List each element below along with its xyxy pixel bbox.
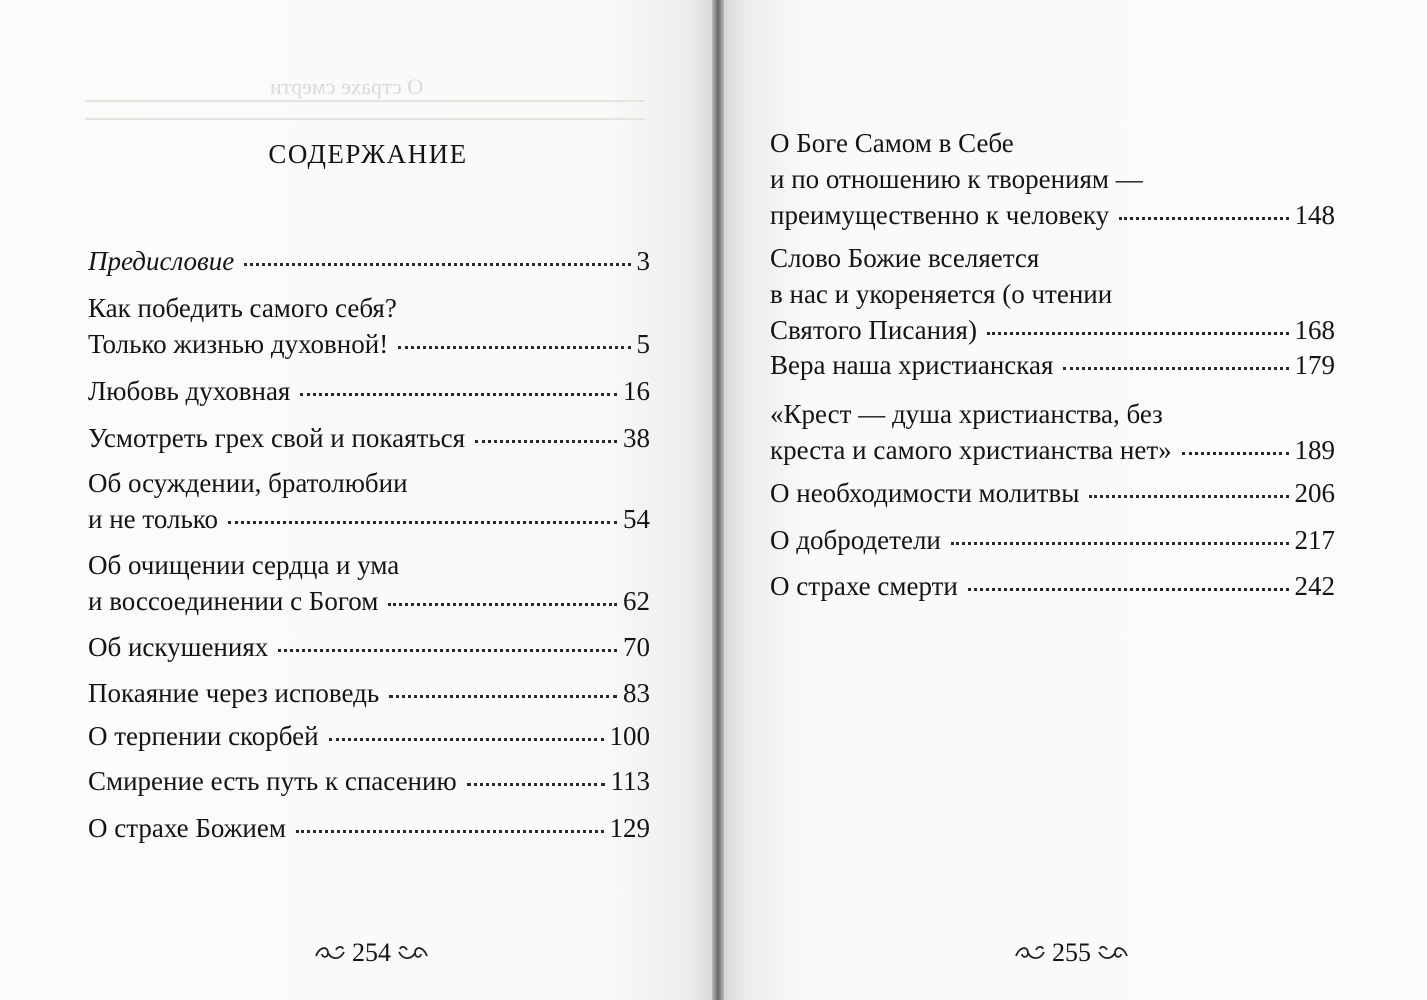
dot-leader	[228, 521, 617, 524]
toc-page-number: 217	[1294, 525, 1335, 555]
toc-page-number: 113	[610, 766, 650, 796]
toc-entry-title-line: преимущественно к человеку	[770, 200, 1110, 230]
dot-leader	[475, 440, 617, 443]
dot-leader	[1089, 495, 1288, 498]
toc-entry	[88, 763, 650, 799]
toc-entry-row	[88, 373, 650, 409]
toc-title: СОДЕРЖАНИЕ	[268, 139, 468, 169]
toc-entry-title-line: «Крест — душа христианства, без	[770, 399, 1163, 429]
toc-entry-row	[770, 522, 1335, 558]
dot-leader	[296, 830, 604, 833]
toc-entry-row	[88, 629, 650, 665]
show-through-rule	[85, 118, 645, 120]
toc-page-number: 100	[609, 721, 650, 751]
toc-page-number: 206	[1294, 478, 1335, 508]
toc-page-number: 62	[623, 586, 650, 616]
folio-ornament-icon	[397, 942, 429, 964]
toc-entry-row	[88, 810, 650, 846]
toc-entry	[88, 465, 650, 537]
toc-entry-title-line: Как победить самого себя?	[88, 293, 397, 323]
dot-leader	[389, 695, 617, 698]
toc-entry-title-line: креста и самого христианства нет»	[770, 435, 1172, 465]
show-through-rule	[85, 100, 645, 102]
toc-entry-row	[770, 197, 1335, 233]
toc-entry	[770, 568, 1335, 604]
toc-page-number: 189	[1294, 435, 1335, 465]
toc-entry-title-line: Предисловие	[88, 246, 235, 276]
toc-entry	[770, 396, 1335, 468]
toc-entry	[88, 629, 650, 665]
toc-entry-title-line: О страхе смерти	[770, 571, 958, 601]
toc-entry	[770, 347, 1335, 383]
toc-entry	[88, 675, 650, 711]
toc-entry-title-line: О необходимости молитвы	[770, 478, 1080, 508]
toc-entry	[88, 718, 650, 754]
toc-entry-title-line: О добродетели	[770, 525, 941, 555]
toc-page-number: 3	[636, 246, 650, 276]
toc-entry	[88, 810, 650, 846]
toc-entry-row	[88, 763, 650, 799]
toc-entry-row	[770, 347, 1335, 383]
book-gutter	[712, 0, 724, 1000]
toc-page-number: 70	[623, 632, 650, 662]
toc-entry-title-line: Любовь духовная	[88, 376, 291, 406]
toc-entry-title-line: Покаяние через исповедь	[88, 678, 380, 708]
toc-entry-title-line: Вера наша христианская	[770, 350, 1054, 380]
toc-entry	[770, 475, 1335, 511]
toc-entry	[770, 522, 1335, 558]
toc-entry-title-line: Только жизнью духовной!	[88, 329, 389, 359]
page-number-left	[314, 938, 429, 968]
toc-page-number: 242	[1294, 571, 1335, 601]
toc-entry	[88, 373, 650, 409]
dot-leader	[388, 603, 617, 606]
toc-entry-title-line: Усмотреть грех свой и покаяться	[88, 423, 466, 453]
folio-ornament-icon	[1014, 942, 1046, 964]
dot-leader	[1119, 217, 1288, 220]
toc-entry-title-line: и по отношению к творениям —	[770, 164, 1143, 194]
dot-leader	[1182, 452, 1289, 455]
toc-entry-row	[88, 675, 650, 711]
toc-entry-title-line: Святого Писания)	[770, 315, 977, 345]
toc-entry	[88, 290, 650, 362]
dot-leader	[951, 542, 1289, 545]
toc-page-number: 16	[623, 376, 650, 406]
toc-entry-title-line: в нас и укореняется (о чтении	[770, 279, 1113, 309]
toc-entry-title-line: Смирение есть путь к спасению	[88, 766, 457, 796]
toc-entry	[88, 243, 650, 279]
toc-entry-title-line: О Боге Самом в Себе	[770, 128, 1014, 158]
toc-page-number: 54	[623, 504, 650, 534]
toc-page-number: 129	[609, 813, 650, 843]
toc-entry-row	[770, 432, 1335, 468]
dot-leader	[987, 332, 1289, 335]
toc-entry	[88, 420, 650, 456]
toc-entry-title-line: О страхе Божием	[88, 813, 286, 843]
toc-entry-title-line: О терпении скорбей	[88, 721, 319, 751]
page-number-right	[1014, 938, 1129, 968]
folio-number: 254	[352, 938, 391, 967]
folio-ornament-icon	[314, 942, 346, 964]
dot-leader	[329, 738, 604, 741]
show-through-header: О страхе смерти	[270, 74, 424, 99]
toc-entry-row	[88, 501, 650, 537]
toc-page-number: 168	[1294, 315, 1335, 345]
toc-entry-row	[88, 718, 650, 754]
dot-leader	[278, 649, 617, 652]
toc-entry-row	[770, 568, 1335, 604]
toc-entry-title-line: Об очищении сердца и ума	[88, 550, 400, 580]
toc-page-number: 148	[1294, 200, 1335, 230]
toc-entry-row	[88, 326, 650, 362]
dot-leader	[244, 263, 630, 266]
toc-entry-title-line: Об искушениях	[88, 632, 269, 662]
toc-entry-row	[88, 420, 650, 456]
folio-ornament-icon	[1097, 942, 1129, 964]
toc-page-number: 5	[636, 329, 650, 359]
toc-entry-title-line: и воссоединении с Богом	[88, 586, 379, 616]
dot-leader	[467, 783, 605, 786]
toc-entry-title-line: и не только	[88, 504, 219, 534]
toc-page-number: 179	[1294, 350, 1335, 380]
toc-entry	[88, 547, 650, 619]
toc-entry-row	[770, 312, 1335, 348]
left-page	[0, 0, 712, 1000]
toc-entry-title-line: Слово Божие вселяется	[770, 243, 1040, 273]
toc-page-number: 83	[623, 678, 650, 708]
toc-entry-title-line: Об осуждении, братолюбии	[88, 468, 408, 498]
dot-leader	[968, 588, 1289, 591]
toc-entry	[770, 125, 1335, 233]
dot-leader	[398, 346, 630, 349]
toc-entry-row	[770, 475, 1335, 511]
dot-leader	[300, 393, 617, 396]
toc-entry-row	[88, 583, 650, 619]
toc-entry	[770, 240, 1335, 348]
toc-entry-row	[88, 243, 650, 279]
folio-number: 255	[1052, 938, 1091, 967]
right-page	[724, 0, 1427, 1000]
dot-leader	[1063, 367, 1288, 370]
toc-page-number: 38	[623, 423, 650, 453]
